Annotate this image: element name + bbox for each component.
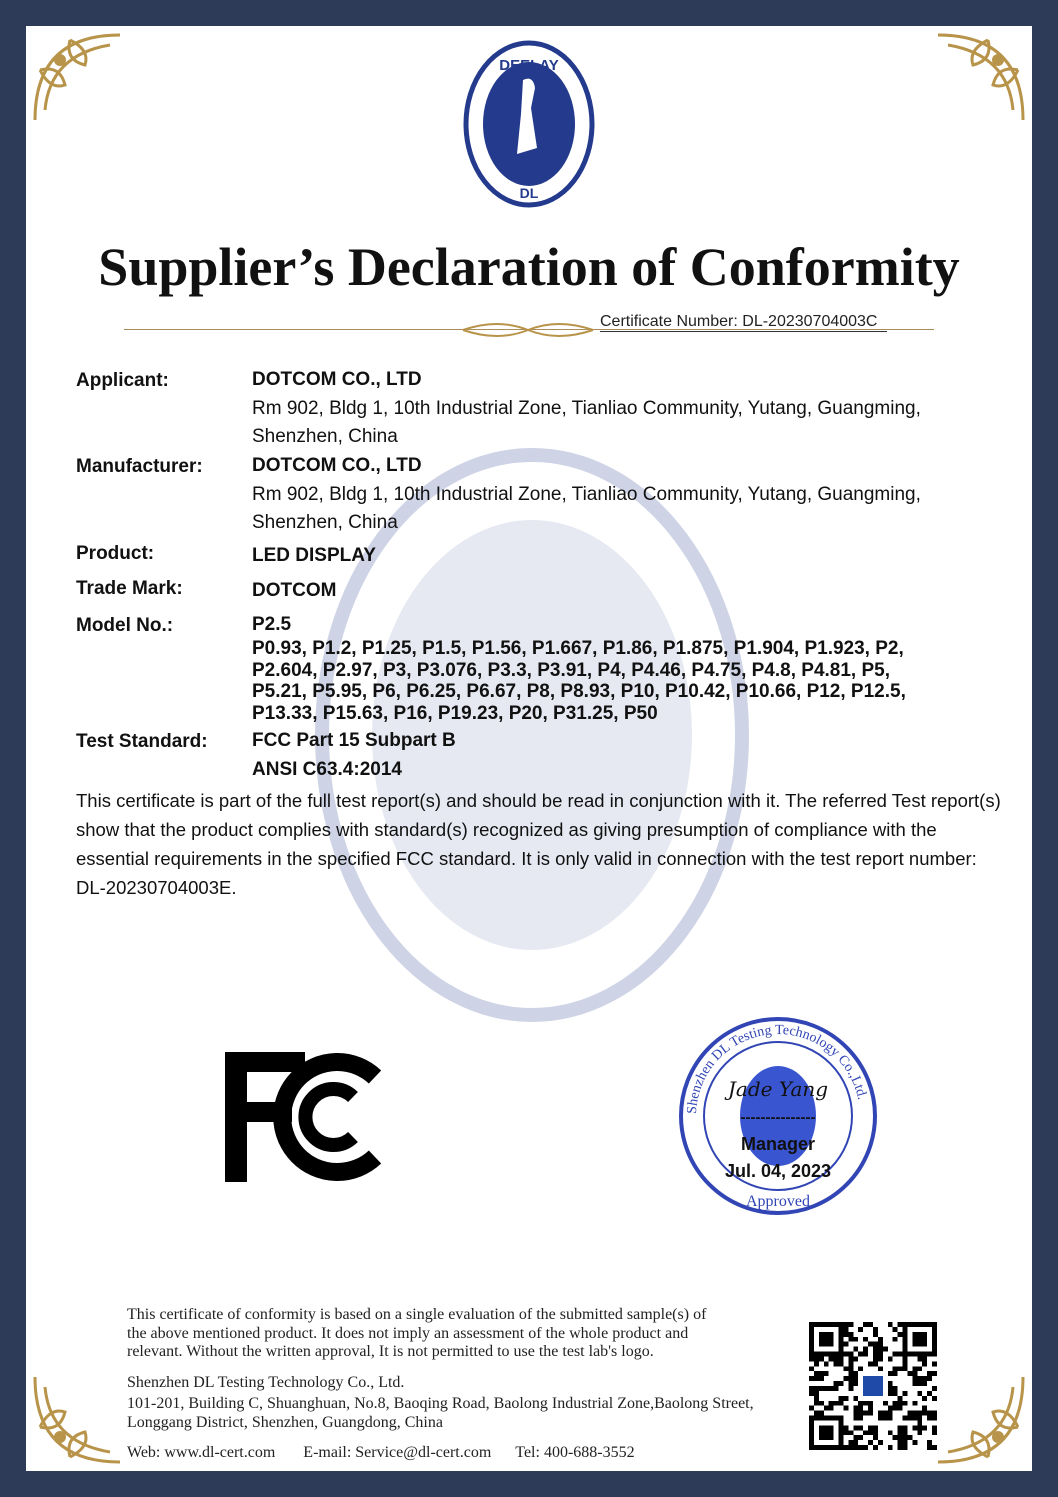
qr-module [843, 1322, 848, 1327]
qr-module [848, 1445, 853, 1450]
qr-module [809, 1356, 814, 1361]
standard-line: FCC Part 15 Subpart B [252, 730, 456, 751]
qr-module [814, 1386, 819, 1391]
qr-module [853, 1376, 858, 1381]
qr-module [873, 1342, 878, 1347]
qr-module [927, 1391, 932, 1396]
qr-module [888, 1406, 893, 1411]
qr-code[interactable] [808, 1322, 938, 1450]
qr-module [868, 1406, 873, 1411]
qr-module [839, 1401, 844, 1406]
qr-module [873, 1430, 878, 1435]
qr-finder [819, 1425, 834, 1440]
qr-module [843, 1352, 848, 1357]
qr-module [898, 1430, 903, 1435]
qr-module [829, 1406, 834, 1411]
signature-line: --------------- [740, 1109, 816, 1126]
manufacturer-value [252, 452, 1012, 538]
qr-module [927, 1440, 932, 1445]
test-standard-label: Test Standard: [76, 731, 208, 752]
qr-module [814, 1401, 819, 1406]
qr-module [917, 1366, 922, 1371]
qr-module [809, 1386, 814, 1391]
qr-module [853, 1411, 858, 1416]
qr-module [878, 1342, 883, 1347]
ornament-divider-icon [458, 320, 598, 340]
qr-module [824, 1386, 829, 1391]
qr-module [873, 1445, 878, 1450]
qr-module [898, 1396, 903, 1401]
qr-module [903, 1435, 908, 1440]
qr-module [888, 1322, 893, 1327]
qr-module [848, 1361, 853, 1366]
qr-module [819, 1411, 824, 1416]
qr-module [853, 1356, 858, 1361]
qr-module [888, 1445, 893, 1450]
qr-module [898, 1322, 903, 1327]
qr-module [878, 1416, 883, 1421]
test-standard-value [252, 727, 1012, 784]
qr-module [843, 1406, 848, 1411]
model-list [252, 638, 1012, 724]
qr-module [873, 1352, 878, 1357]
qr-module [888, 1371, 893, 1376]
qr-module [903, 1366, 908, 1371]
qr-module [843, 1376, 848, 1381]
qr-module [878, 1337, 883, 1342]
qr-module [858, 1425, 863, 1430]
qr-module [878, 1440, 883, 1445]
qr-module [863, 1322, 868, 1327]
phone-number: Tel: 400-688-3552 [515, 1444, 635, 1461]
qr-module [873, 1327, 878, 1332]
qr-module [848, 1440, 853, 1445]
qr-module [829, 1386, 834, 1391]
qr-module [912, 1376, 917, 1381]
qr-module [809, 1391, 814, 1396]
qr-module [903, 1440, 908, 1445]
qr-module [878, 1411, 883, 1416]
qr-module [858, 1445, 863, 1450]
deelay-logo [463, 40, 596, 208]
qr-module [927, 1445, 932, 1450]
qr-module [878, 1347, 883, 1352]
qr-module [888, 1430, 893, 1435]
qr-module [873, 1332, 878, 1337]
qr-module [853, 1396, 858, 1401]
qr-module [903, 1416, 908, 1421]
qr-module [863, 1347, 868, 1352]
qr-module [912, 1411, 917, 1416]
qr-module [863, 1337, 868, 1342]
qr-module [898, 1406, 903, 1411]
qr-module [932, 1411, 937, 1416]
qr-module [819, 1376, 824, 1381]
qr-module [819, 1371, 824, 1376]
qr-module [834, 1401, 839, 1406]
qr-module [898, 1366, 903, 1371]
qr-module [843, 1445, 848, 1450]
qr-module [912, 1440, 917, 1445]
signature: Jade Yang [727, 1077, 829, 1101]
qr-module [912, 1425, 917, 1430]
model-label: Model No.: [76, 615, 174, 636]
qr-module [843, 1327, 848, 1332]
qr-module [927, 1416, 932, 1421]
approval-date: Jul. 04, 2023 [724, 1161, 832, 1181]
qr-module [922, 1396, 927, 1401]
qr-module [858, 1435, 863, 1440]
qr-finder [912, 1332, 927, 1347]
manufacturer-address: Rm 902, Bldg 1, 10th Industrial Zone, Tianliao Community, Yutang, Guangming, [252, 483, 921, 505]
disclaimer-line: relevant. Without the written approval, It is not permitted to use the test lab's logo. [127, 1343, 654, 1360]
qr-module [888, 1386, 893, 1391]
qr-module [922, 1406, 927, 1411]
qr-module [912, 1381, 917, 1386]
disclaimer-line: the above mentioned product. It does not imply an assessment of the whole product and [127, 1324, 689, 1342]
qr-module [878, 1356, 883, 1361]
qr-module [903, 1425, 908, 1430]
qr-module [839, 1381, 844, 1386]
qr-module [917, 1430, 922, 1435]
fcc-logo [225, 1052, 383, 1182]
qr-module [809, 1366, 814, 1371]
manufacturer-name: DOTCOM CO., LTD [252, 455, 422, 476]
qr-module [893, 1386, 898, 1391]
qr-module [907, 1435, 912, 1440]
qr-module [903, 1401, 908, 1406]
qr-module [868, 1440, 873, 1445]
ornament-corner-icon [933, 1372, 1028, 1467]
qr-module [878, 1366, 883, 1371]
qr-module [853, 1347, 858, 1352]
qr-module [932, 1371, 937, 1376]
qr-module [898, 1332, 903, 1337]
lab-address: Longgang District, Shenzhen, Guangdong, China [127, 1413, 443, 1431]
qr-module [868, 1401, 873, 1406]
page-title: Supplier’s Declaration of Conformity [98, 237, 960, 297]
ornament-corner-icon [30, 30, 125, 125]
model-line: P2.604, P2.97, P3, P3.076, P3.3, P3.91, P4, P4.46, P4.75, P4.8, P4.81, P5, [252, 659, 891, 681]
qr-module [917, 1425, 922, 1430]
qr-module [903, 1430, 908, 1435]
approval-stamp [678, 1016, 878, 1216]
qr-module [917, 1376, 922, 1381]
model-main: P2.5 [252, 614, 292, 635]
qr-module [898, 1440, 903, 1445]
qr-module [932, 1386, 937, 1391]
qr-module [903, 1361, 908, 1366]
qr-module [873, 1361, 878, 1366]
qr-module [868, 1411, 873, 1416]
qr-module [814, 1391, 819, 1396]
qr-module [873, 1356, 878, 1361]
qr-module [893, 1337, 898, 1342]
qr-module [888, 1391, 893, 1396]
qr-module [922, 1361, 927, 1366]
qr-module [853, 1406, 858, 1411]
qr-module [917, 1391, 922, 1396]
lab-address: 101-201, Building C, Shuanghuan, No.8, Baoqing Road, Baolong Industrial Zone,Baolong Street, [127, 1395, 754, 1412]
stamp-ring-text: Shenzhen DL Testing Technology Co.,Ltd. [684, 1022, 870, 1115]
model-line: P0.93, P1.2, P1.25, P1.5, P1.56, P1.667, P1.86, P1.875, P1.904, P1.923, P2, [252, 638, 904, 659]
qr-module [883, 1411, 888, 1416]
qr-module [868, 1322, 873, 1327]
qr-module [917, 1356, 922, 1361]
qr-module [922, 1381, 927, 1386]
applicant-address: Rm 902, Bldg 1, 10th Industrial Zone, Tianliao Community, Yutang, Guangming, [252, 397, 921, 419]
qr-module [912, 1371, 917, 1376]
qr-module [843, 1430, 848, 1435]
applicant-address: Shenzhen, China [252, 426, 398, 447]
disclaimer-line: This certificate of conformity is based on a single evaluation of the submitted sample(s) of [127, 1306, 707, 1323]
qr-module [863, 1430, 868, 1435]
qr-module [848, 1356, 853, 1361]
applicant-value [252, 366, 1012, 452]
qr-module [932, 1361, 937, 1366]
logo-top-text: DEELAY [499, 57, 559, 74]
qr-module [927, 1411, 932, 1416]
qr-module [848, 1332, 853, 1337]
qr-module [922, 1356, 927, 1361]
qr-module [824, 1361, 829, 1366]
qr-module [858, 1416, 863, 1421]
qr-module [858, 1327, 863, 1332]
qr-module [858, 1366, 863, 1371]
qr-module [814, 1371, 819, 1376]
stamp-approved-text: Approved [746, 1193, 810, 1210]
qr-module [898, 1445, 903, 1450]
qr-module [873, 1425, 878, 1430]
qr-module [912, 1366, 917, 1371]
statement: This certificate is part of the full test report(s) and should be read in conjunction with it. The referred Test report(s) show that the product complies with standard(s) recognized as giving presumption of compliance with the essential requirements in the specified FCC standard. It is only valid in connection with the test report number: DL-20230704003E. [76, 790, 1001, 898]
footer [127, 1306, 807, 1463]
qr-module [829, 1401, 834, 1406]
qr-module [868, 1361, 873, 1366]
qr-module [888, 1411, 893, 1416]
qr-module [898, 1401, 903, 1406]
qr-module [843, 1366, 848, 1371]
qr-finder [819, 1332, 834, 1347]
qr-module [853, 1440, 858, 1445]
qr-module [843, 1332, 848, 1337]
qr-module [893, 1327, 898, 1332]
qr-module [932, 1430, 937, 1435]
qr-module [898, 1352, 903, 1357]
qr-module [932, 1396, 937, 1401]
qr-module [932, 1416, 937, 1421]
qr-module [848, 1376, 853, 1381]
web-link[interactable]: Web: www.dl-cert.com [127, 1444, 276, 1461]
qr-module [839, 1356, 844, 1361]
qr-module [893, 1406, 898, 1411]
qr-module [819, 1386, 824, 1391]
signer-role: Manager [740, 1134, 816, 1154]
qr-module [912, 1416, 917, 1421]
qr-module [893, 1401, 898, 1406]
qr-module [883, 1416, 888, 1421]
qr-module [814, 1376, 819, 1381]
standard-line: ANSI C63.4:2014 [252, 758, 402, 780]
qr-module [819, 1401, 824, 1406]
qr-module [814, 1361, 819, 1366]
qr-module [853, 1337, 858, 1342]
qr-module [883, 1347, 888, 1352]
product-label: Product: [76, 543, 155, 564]
ornament-corner-icon [933, 30, 1028, 125]
qr-module [878, 1352, 883, 1357]
qr-module [917, 1420, 922, 1425]
qr-module [907, 1416, 912, 1421]
qr-module [853, 1425, 858, 1430]
qr-module [917, 1411, 922, 1416]
email-link[interactable]: E-mail: Service@dl-cert.com [303, 1444, 492, 1461]
certificate-number: Certificate Number: DL-20230704003C [600, 313, 887, 332]
qr-module [868, 1342, 873, 1347]
qr-module [898, 1435, 903, 1440]
qr-module [843, 1396, 848, 1401]
qr-module [853, 1445, 858, 1450]
qr-module [858, 1406, 863, 1411]
qr-module [903, 1391, 908, 1396]
qr-module [927, 1371, 932, 1376]
lab-company: Shenzhen DL Testing Technology Co., Ltd. [127, 1373, 405, 1391]
qr-module [814, 1396, 819, 1401]
qr-module [888, 1381, 893, 1386]
qr-module [824, 1406, 829, 1411]
qr-module [858, 1411, 863, 1416]
qr-module [863, 1401, 868, 1406]
qr-module [863, 1445, 868, 1450]
qr-module [853, 1371, 858, 1376]
qr-module [893, 1391, 898, 1396]
qr-module [917, 1416, 922, 1421]
qr-module [893, 1371, 898, 1376]
qr-module [898, 1425, 903, 1430]
qr-module [848, 1322, 853, 1327]
qr-module [922, 1376, 927, 1381]
qr-module [834, 1361, 839, 1366]
logo-bottom-text: DL [519, 185, 539, 201]
qr-module [848, 1337, 853, 1342]
qr-module [809, 1406, 814, 1411]
qr-module [863, 1411, 868, 1416]
manufacturer-address: Shenzhen, China [252, 512, 398, 533]
qr-module [853, 1381, 858, 1386]
qr-module [858, 1401, 863, 1406]
qr-module [834, 1386, 839, 1391]
qr-module [848, 1352, 853, 1357]
qr-module [873, 1435, 878, 1440]
qr-module [883, 1401, 888, 1406]
qr-module [903, 1356, 908, 1361]
qr-module [932, 1425, 937, 1430]
applicant-label: Applicant: [76, 370, 169, 391]
qr-module [868, 1425, 873, 1430]
manufacturer-label: Manufacturer: [76, 456, 203, 477]
qr-module [903, 1445, 908, 1450]
qr-module [888, 1356, 893, 1361]
qr-module [848, 1381, 853, 1386]
qr-module [843, 1342, 848, 1347]
qr-module [814, 1356, 819, 1361]
qr-module [839, 1361, 844, 1366]
qr-module [912, 1401, 917, 1406]
qr-module [839, 1396, 844, 1401]
qr-module [848, 1366, 853, 1371]
qr-module [853, 1435, 858, 1440]
qr-module [893, 1352, 898, 1357]
product-value: LED DISPLAY [252, 545, 376, 566]
qr-module [863, 1352, 868, 1357]
qr-module [873, 1347, 878, 1352]
qr-module [927, 1376, 932, 1381]
qr-module [829, 1356, 834, 1361]
trade-mark-value: DOTCOM [252, 580, 337, 601]
trade-mark-label: Trade Mark: [76, 578, 183, 599]
qr-module [819, 1356, 824, 1361]
qr-module [809, 1376, 814, 1381]
qr-module [843, 1425, 848, 1430]
qr-module [888, 1416, 893, 1421]
applicant-name: DOTCOM CO., LTD [252, 369, 422, 390]
qr-module [848, 1386, 853, 1391]
model-line: P5.21, P5.95, P6, P6.25, P6.67, P8, P8.93, P10, P10.42, P10.66, P12, P12.5, [252, 681, 906, 702]
model-line: P13.33, P15.63, P16, P19.23, P20, P31.25, P50 [252, 702, 658, 724]
qr-module [858, 1352, 863, 1357]
qr-module [922, 1425, 927, 1430]
qr-module [824, 1371, 829, 1376]
qr-module [848, 1371, 853, 1376]
qr-module [848, 1430, 853, 1435]
qr-module [917, 1381, 922, 1386]
qr-module [893, 1435, 898, 1440]
qr-module [922, 1411, 927, 1416]
qr-module [907, 1371, 912, 1376]
ornament-corner-icon [30, 1372, 125, 1467]
qr-module [932, 1445, 937, 1450]
qr-module [868, 1430, 873, 1435]
qr-module [834, 1356, 839, 1361]
qr-module [834, 1381, 839, 1386]
qr-module [907, 1411, 912, 1416]
qr-module [814, 1411, 819, 1416]
qr-module [893, 1366, 898, 1371]
qr-module [853, 1416, 858, 1421]
